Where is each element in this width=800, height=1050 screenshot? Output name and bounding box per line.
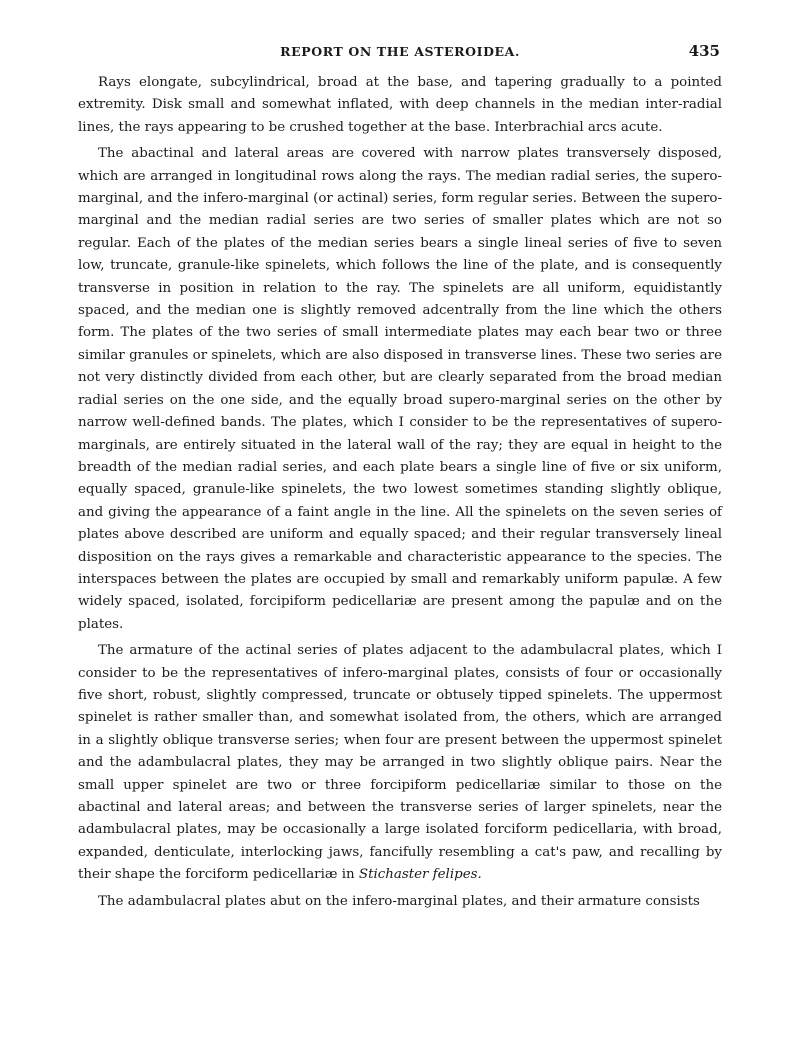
- species-name: Stichaster felipes.: [358, 867, 482, 883]
- paragraph-1: Rays elongate, subcylindrical, broad at the base, and tapering gradually to a pointed extremity. Disk small and somewhat inflated, with deep channels in the median inter-radial lines, the rays appearing to be crushed together at the base. Interbrachial arcs acute.: [78, 75, 722, 135]
- paragraph-3-text: The armature of the actinal series of plates adjacent to the adambulacral plates, which I consider to be the representatives of infero-marginal plates, consists of four or occasionally five short, robust, slightly compressed, truncate or obtusely tipped spinelets. The uppermost spinelet is rather smaller than, and somewhat isolated from, the others, which are arranged in a slightly oblique transverse series; when four are present between the uppermost spinelet and the adambulacral plates, they may be arranged in two slightly oblique pairs. Near the small upper spinelet are two or three forcipiform pedicellariæ similar to those on the abactinal and lateral areas; and between the transverse series of larger spinelets, near the adambulacral plates, may be occasionally a large isolated forciform pedicellaria, with broad, expanded, denticulate, interlocking jaws, fancifully resembling a cat's paw, and recalling by their shape the forciform pedicellariæ in: [78, 643, 722, 883]
- paragraph-4: The adambulacral plates abut on the infero-marginal plates, and their armature consists: [98, 893, 700, 909]
- running-title: REPORT ON THE ASTEROIDEA.: [280, 44, 520, 59]
- paragraph-3: [78, 640, 722, 886]
- running-head: [78, 44, 722, 64]
- page-number: 435: [688, 42, 720, 60]
- body-text: [78, 72, 722, 917]
- paragraph-2: The abactinal and lateral areas are covered with narrow plates transversely disposed, which are arranged in longitudinal rows along the rays. The median radial series, the supero-marginal, and the infero-marginal (or actinal) series, form regular series. Between the supero-marginal and the median radial series are two series of smaller plates which are not so regular. Each of the plates of the median series bears a single lineal series of five to seven low, truncate, granule-like spinelets, which follows the line of the plate, and is consequently transverse in position in relation to the ray. The spinelets are all uniform, equidistantly spaced, and the median one is slightly removed adcentrally from the line which the others form. The plates of the two series of small intermediate plates may each bear two or three similar granules or spinelets, which are also disposed in transverse lines. These two series are not very distinctly divided from each other, but are clearly separated from the broad median radial series on the one side, and the equally broad supero-marginal series on the other by narrow well-defined bands. The plates, which I consider to be the representatives of supero-marginals, are entirely situated in the lateral wall of the ray; they are equal in height to the breadth of the median radial series, and each plate bears a single line of five or six uniform, equally spaced, granule-like spinelets, the two lowest sometimes standing slightly oblique, and giving the appearance of a faint angle in the line. All the spinelets on the seven series of plates above described are uniform and equally spaced; and their regular transversely lineal disposition on the rays gives a remarkable and characteristic appearance to the species. The interspaces between the plates are occupied by small and remarkably uniform papulæ. A few widely spaced, isolated, forcipiform pedicellariæ are present among the papulæ and on the plates.: [78, 146, 722, 632]
